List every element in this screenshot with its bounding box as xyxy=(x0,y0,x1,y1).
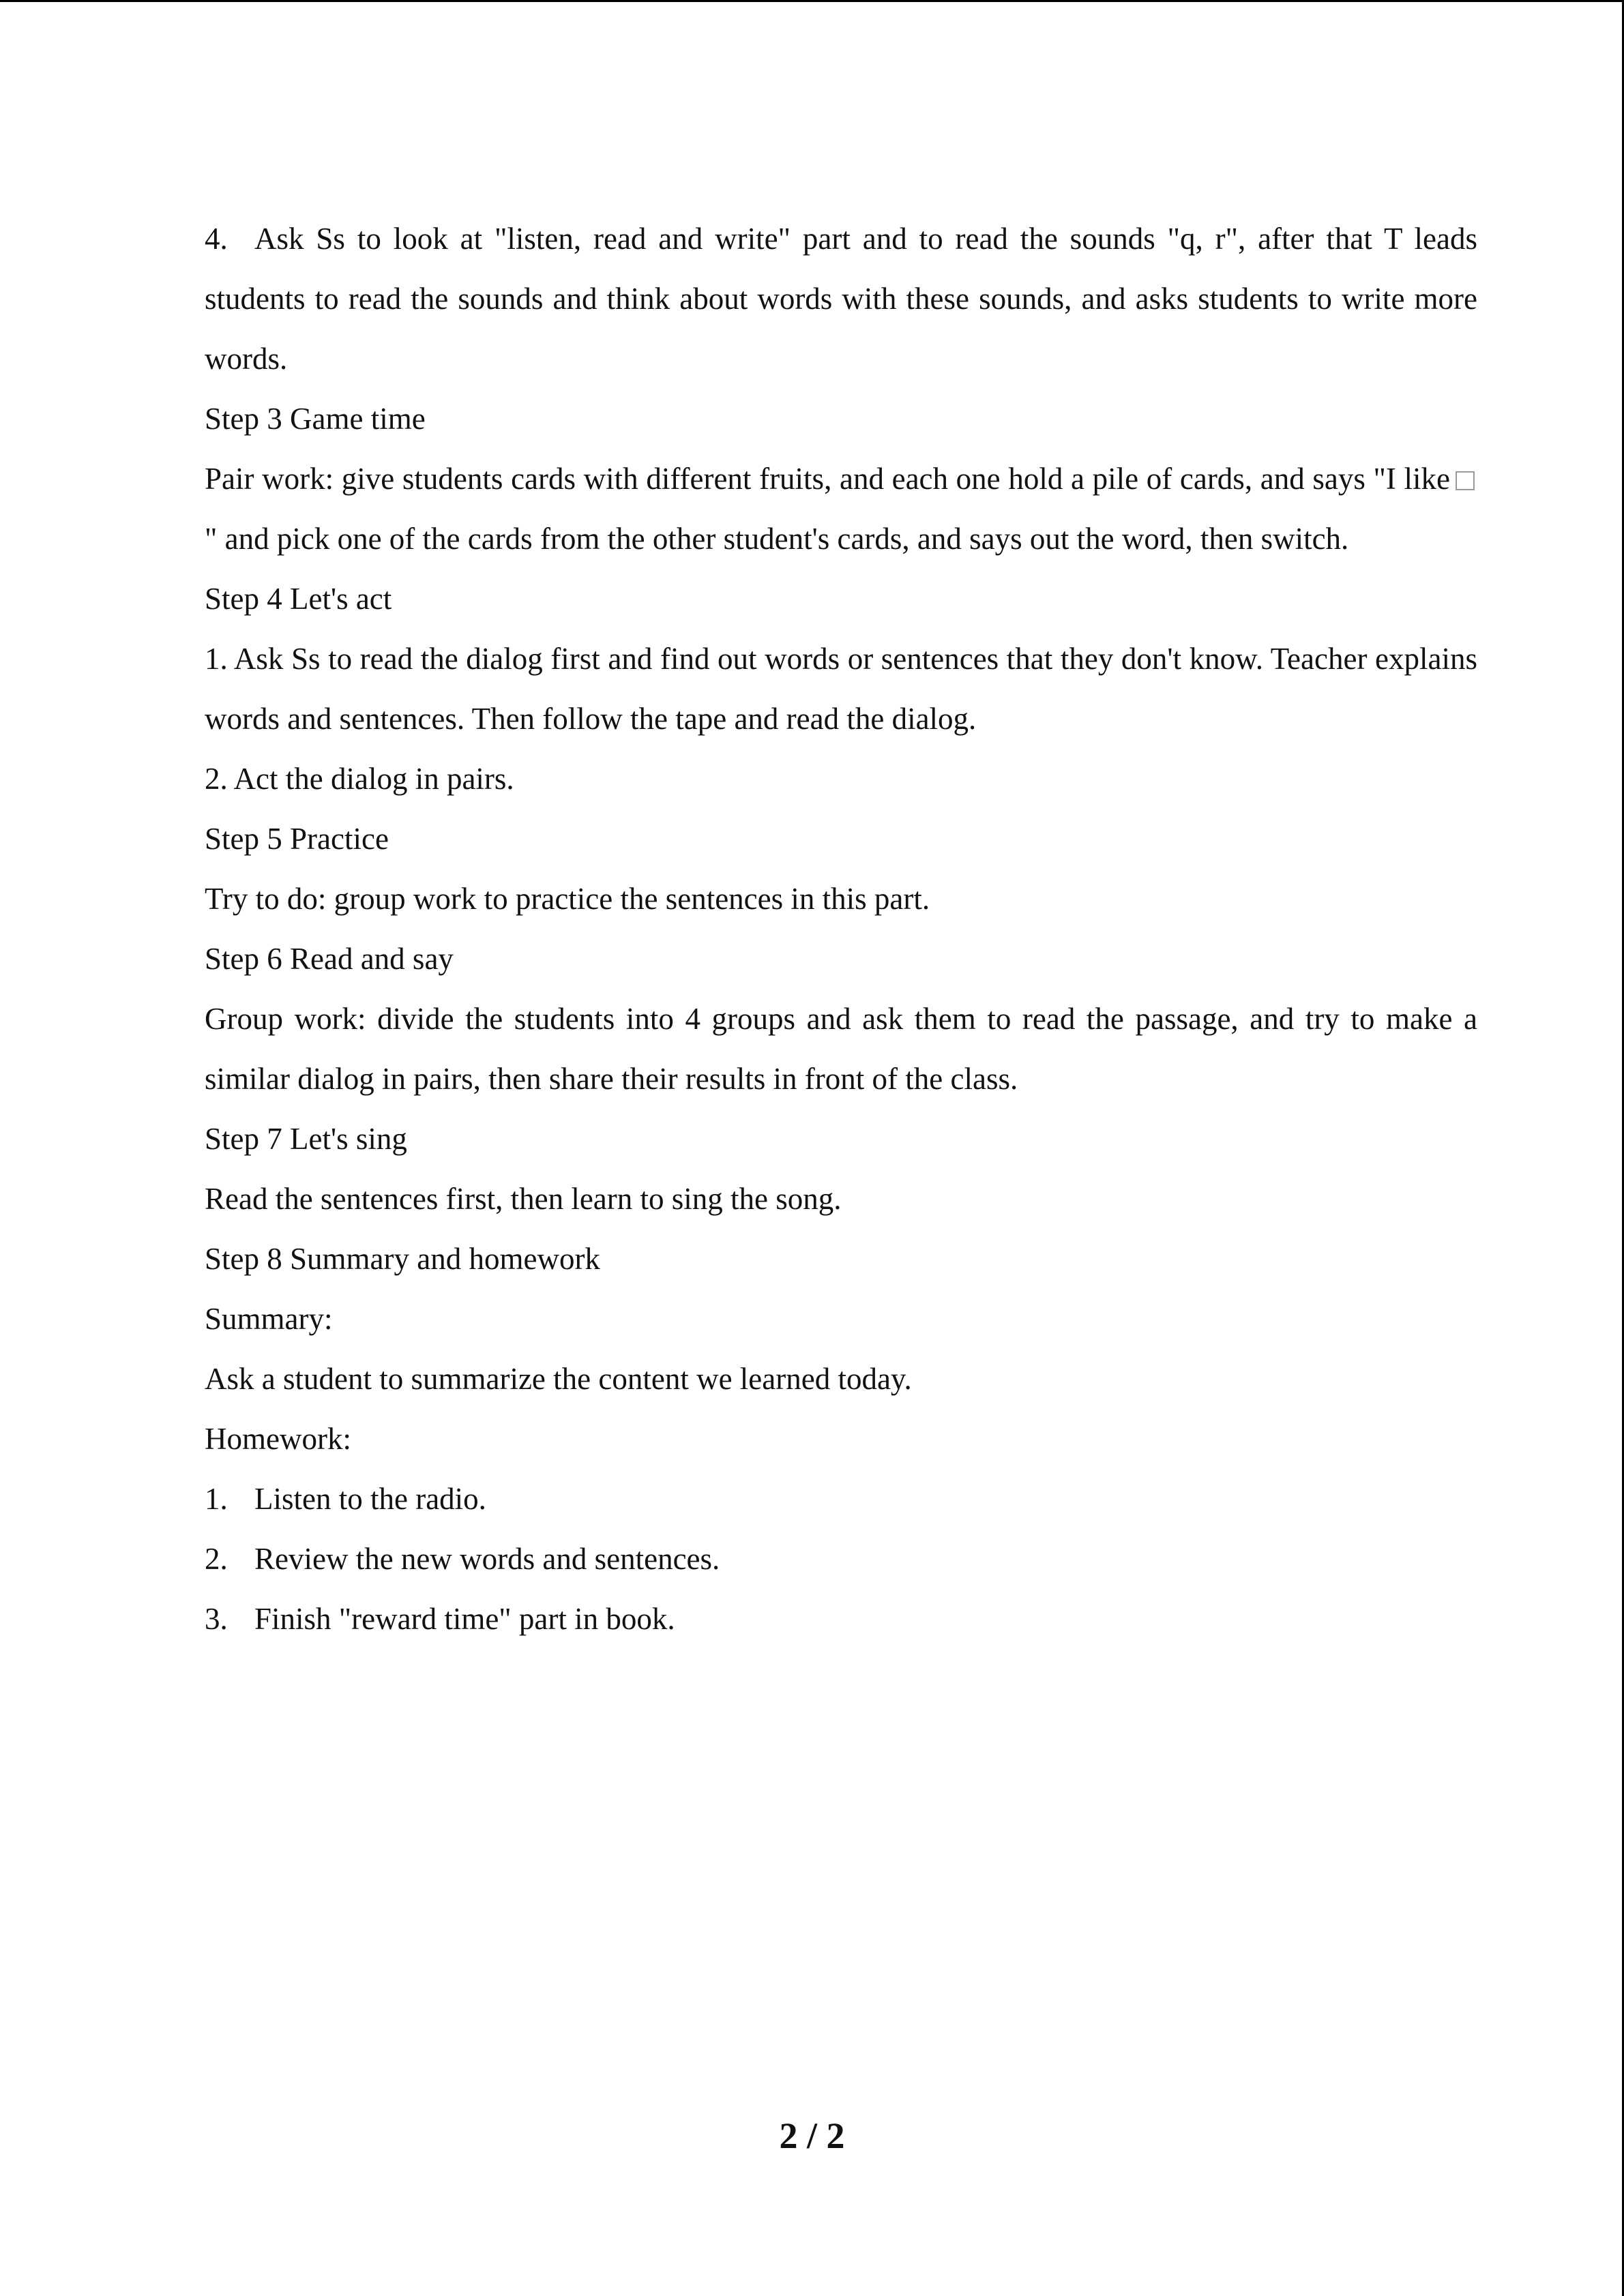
summary-label: Summary: xyxy=(205,1302,333,1336)
page-number: 2 / 2 xyxy=(779,2115,845,2156)
step3-paragraph xyxy=(205,449,1477,569)
step4-item-2: 2. Act the dialog in pairs. xyxy=(205,762,514,796)
step7-paragraph: Read the sentences first, then learn to sing the song. xyxy=(205,1182,842,1216)
step5-paragraph: Try to do: group work to practice the sentences in this part. xyxy=(205,882,930,916)
homework-item-3 xyxy=(205,1589,1477,1649)
step3-heading: Step 3 Game time xyxy=(205,402,426,436)
step4-heading: Step 4 Let's act xyxy=(205,582,392,616)
homework-item-2 xyxy=(205,1529,1477,1589)
list-item-text: Listen to the radio. xyxy=(254,1482,486,1516)
placeholder-box-icon xyxy=(1456,471,1475,490)
step7-heading: Step 7 Let's sing xyxy=(205,1122,407,1156)
document-body xyxy=(205,209,1477,1649)
homework-item-1 xyxy=(205,1469,1477,1529)
step4-item-1: 1. Ask Ss to read the dialog first and find out words or sentences that they don't know. Teacher explains words and sentences. Then follow the tape and read the dialog. xyxy=(205,642,1477,736)
list-number: 4. xyxy=(205,222,228,256)
paragraph-text-part2: " and pick one of the cards from the other student's cards, and says out the word, then switch. xyxy=(205,522,1349,556)
paragraph-text-part1: Pair work: give students cards with different fruits, and each one hold a pile of cards, and says "I like xyxy=(205,462,1450,496)
list-item-text: Finish "reward time" part in book. xyxy=(254,1602,675,1636)
list-item-text: Review the new words and sentences. xyxy=(254,1542,720,1576)
step2-item-4 xyxy=(205,209,1477,389)
list-number: 1. xyxy=(205,1482,228,1516)
list-number: 2. xyxy=(205,1542,228,1576)
step5-heading: Step 5 Practice xyxy=(205,822,389,856)
summary-text: Ask a student to summarize the content we learned today. xyxy=(205,1362,912,1396)
paragraph-text: Ask Ss to look at "listen, read and write" part and to read the sounds "q, r", after that T leads students to read the sounds and think about words with these sounds, and asks students to write more words. xyxy=(205,222,1477,376)
step6-paragraph: Group work: divide the students into 4 groups and ask them to read the passage, and try to make a similar dialog in pairs, then share their results in front of the class. xyxy=(205,1002,1477,1096)
step6-heading: Step 6 Read and say xyxy=(205,942,454,976)
homework-label: Homework: xyxy=(205,1422,351,1456)
list-number: 3. xyxy=(205,1602,228,1636)
step8-heading: Step 8 Summary and homework xyxy=(205,1242,600,1276)
